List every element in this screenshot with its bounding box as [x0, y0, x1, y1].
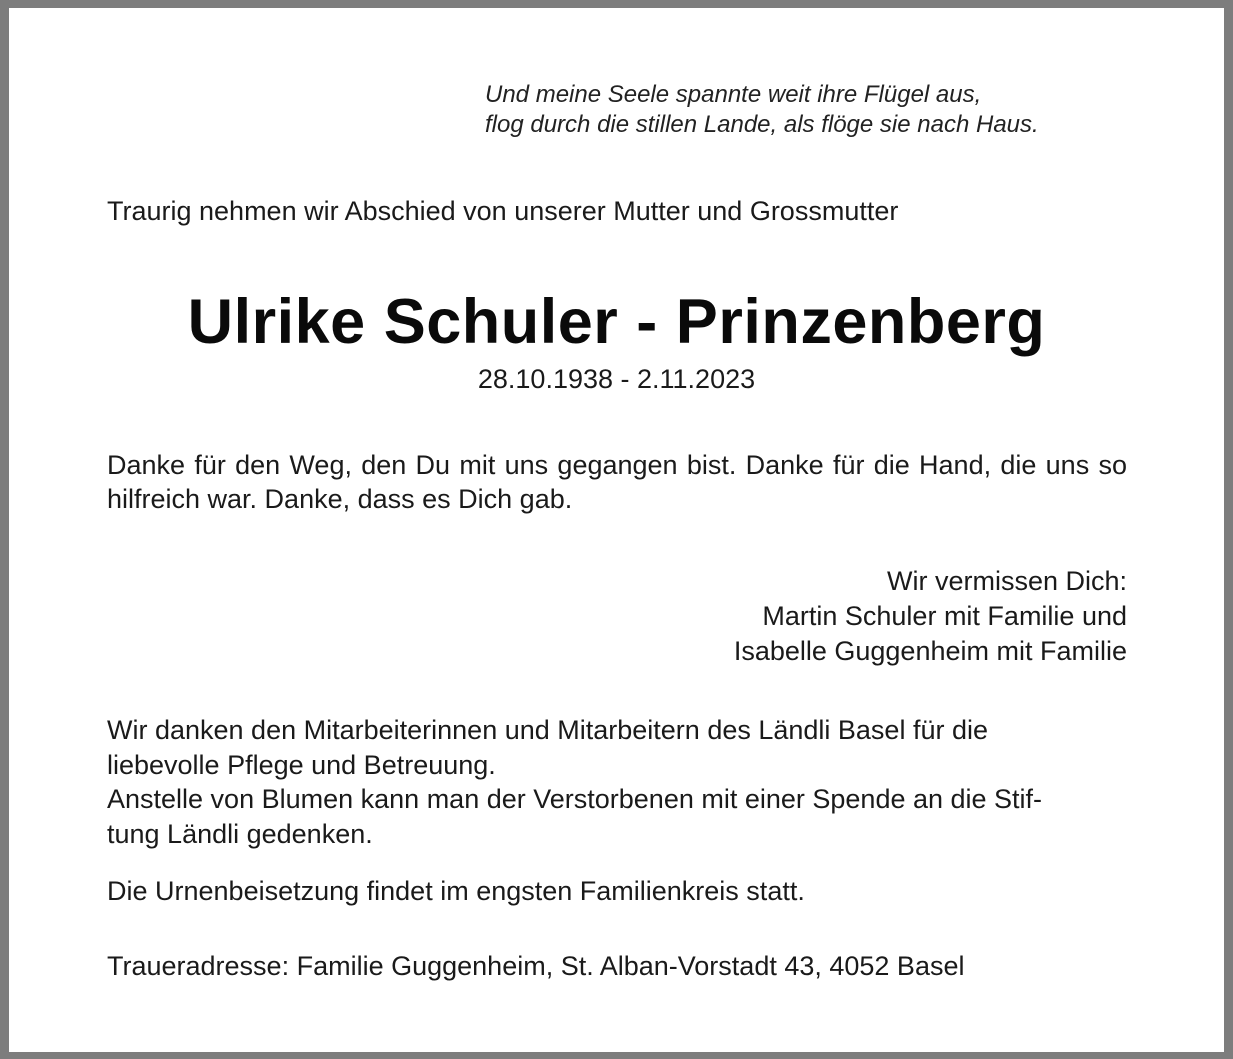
gratitude-block [107, 713, 1127, 851]
mourners-heading: Wir vermissen Dich: [886, 566, 1127, 596]
poem-quote [485, 80, 1039, 140]
mourning-address: Traueradresse: Familie Guggenheim, St. Alban-Vorstadt 43, 4052 Basel [107, 951, 965, 981]
mourners-block [107, 564, 1127, 669]
gratitude-line-4: tung Ländli gedenken. [107, 818, 373, 849]
poem-line-2: flog durch die stillen Lande, als flöge sie nach Haus. [485, 111, 1039, 138]
urn-burial-text: Die Urnenbeisetzung findet im engsten Familienkreis statt. [107, 876, 805, 906]
thanks-text: Danke für den Weg, den Du mit uns gegangen bist. Danke für die Hand, die uns so hilfreich war. Danke, dass es Dich gab. [107, 450, 1127, 514]
deceased-name: Ulrike Schuler - Prinzenberg [187, 287, 1046, 357]
obituary-page [9, 8, 1224, 1052]
mourner-line-2: Isabelle Guggenheim mit Familie [733, 636, 1127, 666]
life-dates: 28.10.1938 - 2.11.2023 [477, 364, 756, 394]
gratitude-line-1: Wir danken den Mitarbeiterinnen und Mitarbeitern des Ländli Basel für die [107, 715, 988, 745]
mourner-line-1: Martin Schuler mit Familie und [762, 601, 1127, 631]
poem-line-1: Und meine Seele spannte weit ihre Flügel aus, [485, 81, 982, 108]
gratitude-line-3: Anstelle von Blumen kann man der Verstorbenen mit einer Spende an die Stif- [107, 784, 1043, 814]
intro-text: Traurig nehmen wir Abschied von unserer Mutter und Grossmutter [107, 196, 899, 226]
gratitude-line-2: liebevolle Pflege und Betreuung. [107, 749, 496, 780]
